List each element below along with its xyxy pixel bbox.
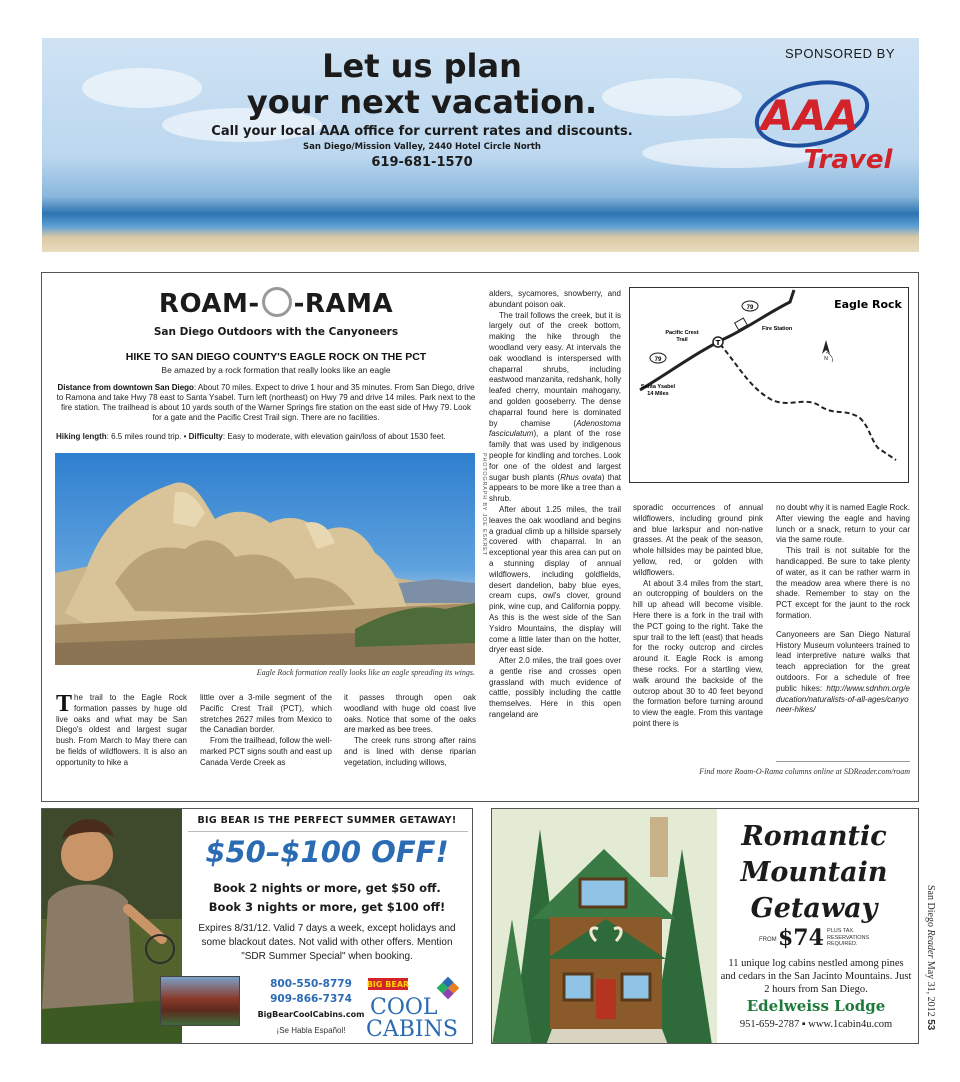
article-headline: HIKE TO SAN DIEGO COUNTY'S EAGLE ROCK ON THE PCT	[125, 351, 427, 363]
romantic-getaway-title: Romantic Mountain Getaway	[740, 821, 888, 924]
svg-text:AAA: AAA	[761, 91, 859, 140]
svg-text:Travel: Travel	[803, 145, 893, 175]
price: $74	[778, 925, 824, 951]
footer-rule	[776, 761, 910, 762]
photo-credit: PHOTOGRAPH BY JOE ESKRET	[481, 453, 487, 556]
page-folio: San Diego Reader May 31, 2012 53	[925, 885, 936, 1031]
svg-text:COOL: COOL	[370, 995, 438, 1020]
svg-text:N: N	[824, 356, 828, 362]
svg-text:Trail: Trail	[676, 337, 688, 343]
article-column-3: it passes through open oak woodland with huge old coast live oaks. Notice that some of the oaks are marked as bee trees. The creek runs strong after rains and is lined with dense riparian vegetation, including willows,	[344, 693, 476, 767]
bb-phone-1[interactable]: 800-550-8779	[270, 978, 352, 990]
sponsored-label: SPONSORED BY	[784, 46, 896, 61]
article-deck: Be amazed by a rock formation that really looks like an eagle	[161, 365, 391, 375]
svg-text:Fire Station: Fire Station	[762, 326, 793, 332]
big-bear-cabins-ad[interactable]	[41, 808, 473, 1044]
bb-phone-2[interactable]: 909-866-7374	[270, 993, 352, 1005]
aaa-travel-ad[interactable]	[42, 38, 919, 252]
svg-text:BIG BEAR: BIG BEAR	[366, 980, 410, 989]
footer-note[interactable]: Find more Roam-O-Rama columns online at SDReader.com/roam	[699, 767, 910, 776]
bb-spanish-note: ¡Se Habla Español!	[276, 1026, 346, 1035]
bb-offer: $50–$100 OFF!	[205, 835, 449, 869]
aaa-subhead: Call your local AAA office for current rates and discounts.	[211, 124, 633, 139]
article-column-2: little over a 3-mile segment of the Pacific Crest Trail (PCT), which stretches 2627 miles from Mexico to the Canadian border. From the trailhead, follow the well-marked PCT signs south and east up Canada Verde Creek as	[200, 693, 332, 767]
svg-text:T: T	[715, 339, 721, 347]
lodge-contact[interactable]: 951-659-2787 ▪ www.1cabin4u.com	[739, 1019, 893, 1030]
log-cabin-illustration	[492, 809, 717, 1044]
svg-text:Santa Ysabel: Santa Ysabel	[640, 384, 676, 390]
column-subtitle: San Diego Outdoors with the Canyoneers	[153, 326, 399, 338]
distance-info: Distance from downtown San Diego: About 70 miles. Expect to drive 1 hour and 35 minutes. From San Diego, drive to Ramona and take Hwy 78 east to Santa Ysabel. Turn left (northeast) on Hwy 79 and drive 14 miles. Park next to the fire station. The trailhead is about 10 yards south of the Warner Springs fire station on the east side of Hwy 79. Look for a gate and the Pacific Crest Trail sign. There are no facilities.	[56, 383, 476, 422]
bb-offer-line-2: Book 3 nights or more, get $100 off!	[208, 900, 446, 914]
drop-cap: T	[56, 691, 73, 717]
eagle-rock-map	[629, 287, 909, 483]
roam-o-rama-article	[41, 272, 919, 802]
svg-text:14 Miles: 14 Miles	[647, 391, 669, 397]
aaa-phone: 619-681-1570	[371, 155, 473, 170]
price-from-label: FROM	[759, 937, 777, 943]
article-column-4: alders, sycamores, snowberry, and abundant poison oak. The trail follows the creek, but it is largely out of the creek bottom, making the hike through the woodland very easy. At intervals the oak woodland is interspersed with chaparral shrubs, including eastwood manzanita, redshank, holly leafed cherry, mountain mahogany, and golden gooseberry. The dense chaparral found here is dominated by chamise (Adenostoma fasciculatum), a plant of the rose family that was used by indigenous people for kindling and torches. Look for one of the oldest and largest sugar bush plants (Rhus ovata) that appears to be more like a tree than a shrub. After about 1.25 miles, the trail leaves the oak woodland and begins a gradual climb up a hillside sparsely covered with chaparral. In an exceptional year this area can put on a stunning display of annual wildflowers, including goldfields, desert dandelion, baby blue eyes, cream cups, owl's clover, ground pink, wine cup, and California poppy. As this is the west side of the San Ysidro Mountains, the display will come a little later than on the hotter, dryer east side. After 2.0 miles, the trail goes over a gentle rise and crosses open grassland with much evidence of cattle, possibly including the cattle themselves. Here in this open rangeland are	[489, 289, 622, 720]
edelweiss-lodge-ad[interactable]	[491, 808, 919, 1044]
aaa-address: San Diego/Mission Valley, 2440 Hotel Circle North	[303, 142, 541, 152]
article-column-1: The trail to the Eagle Rock formation passes by huge old live oaks and what may be San Diego's oldest and largest sugar bush. From March to May there can be fields of wildflowers. It is also an opportunity to hike a	[56, 691, 187, 767]
hike-stats: Hiking length: 6.5 miles round trip. • Difficulty: Easy to moderate, with elevation gain/loss of about 1530 feet.	[56, 432, 446, 441]
svg-text:CABINS: CABINS	[366, 1017, 458, 1040]
svg-text:79: 79	[746, 305, 754, 311]
cool-cabins-logo	[364, 974, 468, 1040]
article-column-5: sporadic occurrences of annual wildflowers, including ground pink and blue larkspur and non-native grasses. At the peak of the season, whole hillsides may be painted blue, yellow, red, or golden with wildflowers. At about 3.4 miles from the start, an outcropping of boulders on the hill up ahead will become visible. Here there is a fork in the trail with the PCT going to the right. Take the spur trail to the left (east) that heads for the rocky outcrop and circles around it. Eagle Rock is among these rocks. For a startling view, walk around the backside of the outcrop about 30 to 40 feet beyond the formation before turning around to view the eagle. From this vantage point there is	[633, 503, 763, 728]
lodge-description: 11 unique log cabins nestled among pines and cedars in the San Jacinto Mountains. Just 2 hours from San Diego.	[720, 958, 912, 995]
bb-headline-rule	[188, 831, 468, 832]
cabin-photo	[160, 976, 240, 1026]
photo-caption: Eagle Rock formation really looks like an eagle spreading its wings.	[256, 668, 475, 677]
bb-terms: Expires 8/31/12. Valid 7 days a week, except holidays and some blackout dates. Not valid with other offers. Mention "SDR Summer Special" when booking.	[198, 923, 456, 962]
bb-offer-line-1: Book 2 nights or more, get $50 off.	[213, 881, 441, 895]
roam-o-ring	[262, 287, 292, 317]
price-note: PLUS TAX. RESERVATIONS REQUIRED.	[827, 928, 870, 947]
eagle-rock-photo	[55, 453, 475, 665]
aaa-travel-logo	[752, 66, 902, 176]
bb-website-link[interactable]: BigBearCoolCabins.com	[257, 1010, 365, 1019]
bb-headline: BIG BEAR IS THE PERFECT SUMMER GETAWAY!	[197, 815, 457, 826]
aaa-headline: Let us plan your next vacation.	[246, 47, 598, 121]
lodge-name: Edelweiss Lodge	[746, 997, 886, 1015]
svg-text:Pacific Crest: Pacific Crest	[665, 330, 699, 336]
svg-text:Eagle Rock: Eagle Rock	[834, 298, 902, 311]
column-title: ROAM- -RAMA	[158, 289, 394, 319]
canyoneer-link[interactable]: http://www.sdnhm.org/education/naturalists-of-all-ages/canyoneer-hikes/	[776, 683, 910, 715]
svg-text:79: 79	[654, 357, 662, 363]
article-column-6: no doubt why it is named Eagle Rock. After viewing the eagle and having lunch or a snack, return to your car via the same route. This trail is not suitable for the handicapped. Be sure to take plenty of water, as it can be rather warm in the meadow area where there is no shade. Remember to stay on the PCT except for the jaunt to the rock formation. Canyoneers are San Diego Natural History Museum volunteers trained to lead interpretive nature walks that teach appreciation for the great outdoors. For a schedule of free public hikes: http://www.sdnhm.org/education/naturalists-of-all-ages/canyoneer-hikes/	[776, 503, 910, 715]
